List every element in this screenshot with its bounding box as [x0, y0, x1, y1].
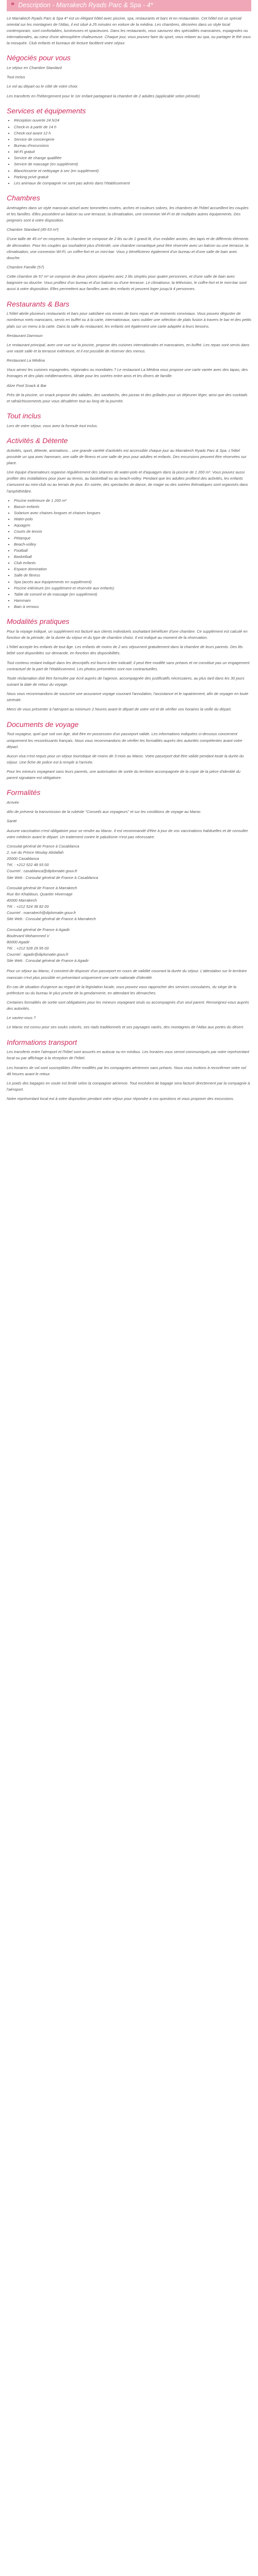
list-item: ▪ Aquagym [14, 522, 251, 529]
consulate-line: Rue Ibn Khaldoun, Quartier Hivernage [7, 891, 73, 896]
consulate-line: Tél. : +212 522 48 93 00 [7, 862, 49, 868]
consulate-line: Site Web : Consulat général de France à Casablanca [7, 875, 99, 880]
list-item: ▪ Spa (accès aux équipements en supplément) [14, 579, 251, 585]
intro-section [7, 15, 251, 47]
negotiated-paragraph: Les transferts en l'hébergement pour le 1er enfant partageant la chambre de 2 adultes (applicable selon période) [7, 93, 200, 98]
list-item: ▪ Check-in à partir de 14 h [14, 124, 251, 130]
consulate-line: 80000 Agadir [7, 939, 30, 944]
list-item: ▪ Basketball [14, 554, 251, 560]
list-item: ▪ Piscine intérieure (en supplément et réservée aux enfants) [14, 585, 251, 591]
list-item: ▪ Blanchisserie et nettoyage à sec (en supplément) [14, 168, 251, 174]
all-inclusive-section [7, 412, 251, 429]
restaurants-section [7, 300, 251, 404]
list-item: ▪ Bassin enfants [14, 504, 251, 510]
consulate-line: Boulevard Mohammed V [7, 933, 50, 938]
room-type-name: Chambre Standard (45-53 m²) [7, 227, 59, 232]
list-item: ▪ Espace domination [14, 566, 251, 572]
services-title: Services et équipements [7, 106, 86, 115]
restaurants-paragraph: Près de la piscine, un snack propose des salades, des sandwichs, des pizzas et des grillades pour un déjeuner léger, ainsi que des cocktails et rafraîchissements pour vous désaltérer tout au long de la journée. [7, 392, 248, 403]
list-item: ▪ Hammam [14, 598, 251, 604]
room-type-desc: Cette chambre de 57 m² se compose de deux pièces séparées avec 2 lits simples pour quatre personnes, et d'une salle de bain avec baignoire ou douche. Vous profitez d'un bureau et d'un balcon ou d'une terrasse. Le climatiseur, la télévision, le coffre-fort et le mini-bar sont aussi à votre disposition. Elles permettent aux familles avec des enfants et peuvent loger jusqu'à 4 personnes. [7, 274, 247, 292]
negotiated-paragraph: Le vol au départ ou le côté de votre choix [7, 84, 78, 89]
list-item: ▪ Bureau d'excursions [14, 143, 251, 149]
consulate-line: Courriel : agadir@diplomatie.gouv.fr [7, 952, 69, 957]
booking-paragraph: L'hôtel accepte les enfants de tout âge. Les enfants de moins de 2 ans séjournent gratuitement dans la chambre de leurs parents. Des lits bébé sont disponibles sur demande, en fonction des disponibilités. [7, 645, 243, 656]
consulate-line: 2, rue du Prince Moulay Abdallah [7, 850, 64, 855]
list-item: ▪ Bain à remous [14, 604, 251, 610]
restaurants-paragraph: Vous aimez les cuisines espagnoles, régionales ou mondiales ? Le restaurant La Médina vous propose une carte variée avec des tapas, des fromages et des plats méditerranéens, idéale pour les soirées entre amis et les dîners de famille. [7, 367, 248, 379]
restaurant-name: Restaurant Darmoun [7, 333, 43, 338]
list-item: ▪ Salle de fitness [14, 572, 251, 579]
list-item: ▪ Parking privé gratuit [14, 174, 251, 180]
formalities-paragraph: Afin de prévenir la transmission de la rubéole "Conseils aux voyageurs" et sur les conditions de voyage au Maroc. [7, 809, 202, 815]
formalities-subtitle: Santé [7, 819, 17, 824]
notes-paragraph: Certaines formalités de sortie sont obligatoires pour les mineurs voyageant seuls ou accompagnés d'un seul parent. Renseignez-vous auprès des autorités. [7, 999, 249, 1011]
transport-title: Informations transport [7, 1038, 77, 1046]
notes-paragraph: Le Maroc est connu pour ses souks colorés, ses riads traditionnels et ses paysages variés, des montagnes de l'Atlas aux portes du désert. [7, 1025, 245, 1030]
page-title-bar [7, 0, 251, 11]
rooms-section [7, 194, 251, 292]
transport-paragraph: Les transferts entre l'aéroport et l'hôtel sont assurés en autocar ou en minibus. Les horaires vous seront communiqués par notre représentant local ou par affichage à la réception de l'hôtel. [7, 1049, 249, 1061]
list-item: ▪ Service de massage (en supplément) [14, 161, 251, 167]
room-type-desc: D'une taille de 45 m² en moyenne, la chambre se compose de 2 lits ou de 1 grand lit, d'un mobilier ancien, des tapis et de différents éléments de décoration. Pour les couples qui souhaitent plus d'intimité, une chambre romantique peut être réservée avec un balcon ou une terrasse, la climatisation, une connexion Wi-Fi, un coffre-fort et un mini-bar. Vous y bénéficierez également d'un bureau et d'une salle de bain avec douche. [7, 236, 249, 260]
negotiated-paragraph: Tout inclus [7, 75, 25, 80]
negotiated-title: Négociés pour vous [7, 54, 71, 62]
list-item: ▪ Football [14, 548, 251, 554]
list-item: ▪ Les animaux de compagnie ne sont pas admis dans l'établissement [14, 180, 251, 187]
consulate-line: Tél. : +212 528 29 95 00 [7, 945, 49, 951]
list-item: ▪ Table de conseil et de massage (en supplément) [14, 591, 251, 598]
activities-paragraph: Activités, sport, détente, animations... une grande variété d'activités est accessible chaque jour au Marrakech Ryads Parc & Spa. L'hôtel possède un spa avec hammam, une salle de fitness et une salle de jeux pour adultes et enfants. Des excursions peuvent être réservées sur place. [7, 448, 247, 466]
activities-list [7, 498, 251, 611]
rooms-paragraph: Aménagées dans un style marocain actuel avec tommettes rosées, arches et couleurs sobres, les chambres de l'hôtel accueillent les couples et les familles. Elles possèdent un balcon ou une terrasse, la climatisation, une connexion Wi-Fi et de multiples autres équipements. Des peignoirs sont à votre disposition. [7, 205, 249, 223]
page [0, 0, 258, 1115]
list-item: ▪ Water-polo [14, 516, 251, 522]
restaurants-title: Restaurants & Bars [7, 299, 70, 308]
booking-paragraph: Merci de vous présenter à l'aéroport au minimum 2 heures avant le départ de votre vol et de vérifier vos horaires la veille du départ. [7, 707, 232, 712]
list-item: ▪ Check-out avant 12 h [14, 130, 251, 137]
consulate-line: Courriel : casablanca@diplomatie.gouv.fr [7, 869, 77, 874]
restaurants-paragraph: Le restaurant principal, avec une vue sur la piscine, propose des cuisines internationales et marocaines, en buffet. Les repas sont servis dans une vaste salle et la terrasse extérieure, et il est possible de réserver des menus. [7, 342, 250, 354]
activities-section [7, 436, 251, 610]
formalities-paragraph: Aucune vaccination n'est obligatoire pour se rendre au Maroc. Il est recommandé d'être à jour de vos vaccinations habituelles et de consulter votre médecin avant le départ. Un traitement contre le paludisme n'est pas nécessaire. [7, 828, 248, 839]
booking-paragraph: Nous vous recommandons de souscrire une assurance voyage couvrant l'annulation, l'assistance et le rapatriement, afin de voyager en toute sérénité. [7, 691, 249, 703]
list-item: ▪ Piscine extérieure de 1 200 m² [14, 498, 251, 504]
consulate-line: Consulat général de France à Casablanca [7, 843, 79, 849]
transport-paragraph: Notre représentant local est à votre disposition pendant votre séjour pour répondre à vos questions et vous proposer des excursions. [7, 1096, 234, 1101]
consulate-line: Courriel : marrakech@diplomatie.gouv.fr [7, 910, 76, 916]
restaurants-paragraph: L'hôtel abrite plusieurs restaurants et bars pour satisfaire vos envies de bons repas et de moments conviviaux. Vous pouvez déguster de nombreux mets marocains, servis en buffet ou à la carte, internationaux, sans oublier une sélection de plats fusion à travers le bar et des petits plats sur un menu à la carte. Dans la salle du restaurant, les enfants ont également une carte adaptée à leurs besoins. [7, 311, 252, 329]
all-inclusive-paragraph: Lors de votre séjour, vous avez la formule tout inclus. [7, 423, 98, 428]
consulate-line: Site Web : Consulat général de France à Agadir [7, 958, 89, 963]
booking-paragraph: Pour la voyage indiqué, un supplément est facturé aux clients individuels souhaitant bénéficier d'une chambre. Ce supplément est calculé en fonction de la période, de la durée du séjour et du type de chambre choisi. Il est indiqué au moment de la réservation. [7, 629, 248, 640]
intro-paragraph: Le Marrakech Ryads Parc & Spa 4* est un élégant hôtel avec piscine, spa, restaurants et bars et en restauration. Cet hôtel est un spécial oriental sur les montagnes de l'Atlas, il est situé à 25 minutes en voiture de la médina. Les chambres, décorées dans un style local contemporain, sont confortables, lumineuses et spacieuses. Dans les restaurants, vous savourez des spécialités marocaines, espagnoles ou internationales, au cœur d'une atmosphère chaleureuse. Chaque jour, vous pouvez faire du sport, vous relaxer au spa, ou partager le thé sous la mosquée. Club enfants et bureaux de lecture facilitent votre séjour. [7, 15, 251, 46]
notes-paragraph: En cas de situation d'urgence au regard de la législation locale, vous pouvez vous rapprocher des services consulaires, du siège de la préfecture ou du bureau le plus proche de la gendarmerie, en attendant les démarches. [7, 984, 237, 995]
notes-paragraph: Pour un séjour au Maroc, il convient de disposer d'un passeport en cours de validité couvrant la durée du séjour. L'attestation sur le territoire marocain n'est plus possible en présentant uniquement une carte nationale d'identité. [7, 969, 247, 980]
consulate-block [7, 927, 251, 964]
consulate-line: 40000 Marrakech [7, 898, 37, 903]
booking-title: Modalités pratiques [7, 617, 70, 626]
consulate-line: Tél. : +212 524 38 82 00 [7, 904, 49, 909]
quote-icon: ❝ [11, 2, 14, 9]
activities-paragraph: Une équipe d'animateurs organise régulièrement des séances de water-polo et d'aquagym dans la piscine de 1 200 m². Vous pouvez aussi profiter des installations pour jouer au tennis, au basketball ou au beach-volley. Pendant que les adultes profitent des activités, les enfants s'amusent au mini-club ou au terrain de jeux. En soirée, des spectacles de danse, de magie ou des soirées thématiques sont organisés dans l'amphithéâtre. [7, 470, 248, 494]
rooms-title: Chambres [7, 194, 40, 202]
page-title: Description - Marrakech Ryads Parc & Spa - 4* [18, 2, 153, 9]
list-item: ▪ Pétanque [14, 535, 251, 541]
formalities-subtitle: Arrivée [7, 800, 19, 805]
transport-paragraph: Le poids des bagages en soute est limité selon la compagnie aérienne. Tout excédent de bagage sera facturé directement par la compagnie à l'aéroport. [7, 1080, 250, 1092]
transport-paragraph: Les horaires de vol sont susceptibles d'être modifiés par les compagnies aériennes sans préavis. Nous vous invitons à reconfirmer votre vol 48 heures avant le retour. [7, 1065, 246, 1076]
consulate-line: Consulat général de France à Marrakech [7, 885, 77, 890]
documents-section [7, 720, 251, 782]
consulate-line: Site Web : Consulat général de France à Marrakech [7, 917, 96, 922]
negotiated-paragraph: Le séjour en Chambre Standard [7, 65, 62, 71]
documents-paragraph: Tout voyageur, quel que soit son âge, doit être en possession d'un passeport valide. Les informations indiquées ci-dessous concernent uniquement les ressortissants français. Nous vous recommandons de vérifier les formalités auprès des autorités compétentes avant votre départ. [7, 732, 243, 749]
restaurant-name: Alize Pool Snack & Bar [7, 383, 47, 388]
list-item: ▪ Solarium avec chaises longues et chaises longues [14, 510, 251, 516]
documents-paragraph: Aucun visa n'est requis pour un séjour touristique de moins de 3 mois au Maroc. Votre passeport doit être valide pendant toute la durée du séjour. Une fiche de police est à remplir à l'arrivée. [7, 753, 244, 765]
list-item: ▪ Réception ouverte 24 h/24 [14, 117, 251, 124]
activities-title: Activités & Détente [7, 436, 68, 445]
consulate-block [7, 885, 251, 923]
list-item: ▪ Club enfants [14, 560, 251, 566]
consulate-line: Consulat général de France à Agadir [7, 927, 70, 932]
restaurant-name: Restaurant La Médina [7, 358, 45, 363]
transport-section [7, 1038, 251, 1103]
booking-paragraph: Toute réclamation doit être formulée par écrit auprès de l'agence, accompagnée des justificatifs nécessaires, au plus tard dans les 30 jours suivant la date de retour du voyage. [7, 675, 245, 687]
services-section [7, 107, 251, 187]
documents-title: Documents de voyage [7, 720, 79, 728]
booking-paragraph: Tout contenu restant indiqué dans les descriptifs est fourni à titre indicatif, il peut être modifié sans préavis et ne constitue pas un engagement contractuel de la part de l'établissement. Les photos présentées sont non contractuelles. [7, 660, 250, 671]
consulate-block [7, 843, 251, 881]
list-item: ▪ Service de conciergerie [14, 137, 251, 143]
booking-section [7, 617, 251, 713]
room-type-name: Chambre Famille (57) [7, 264, 44, 269]
list-item: ▪ Courts de tennis [14, 529, 251, 535]
documents-paragraph: Pour les mineurs voyageant sans leurs parents, une autorisation de sortie du territoire accompagnée de la copie de la pièce d'identité du parent signataire est obligatoire. [7, 769, 240, 781]
formalities-title: Formalités [7, 788, 41, 797]
services-list [7, 117, 251, 187]
negotiated-section [7, 54, 251, 99]
notes-subtitle: Le saviez-vous ? [7, 1015, 36, 1021]
list-item: ▪ Beach-volley [14, 541, 251, 548]
all-inclusive-title: Tout inclus [7, 412, 41, 420]
consulate-line: 20000 Casablanca [7, 856, 39, 861]
list-item: ▪ Service de change qualifiée [14, 155, 251, 161]
formalities-section [7, 788, 251, 1030]
list-item: ▪ Wi-Fi gratuit [14, 149, 251, 155]
